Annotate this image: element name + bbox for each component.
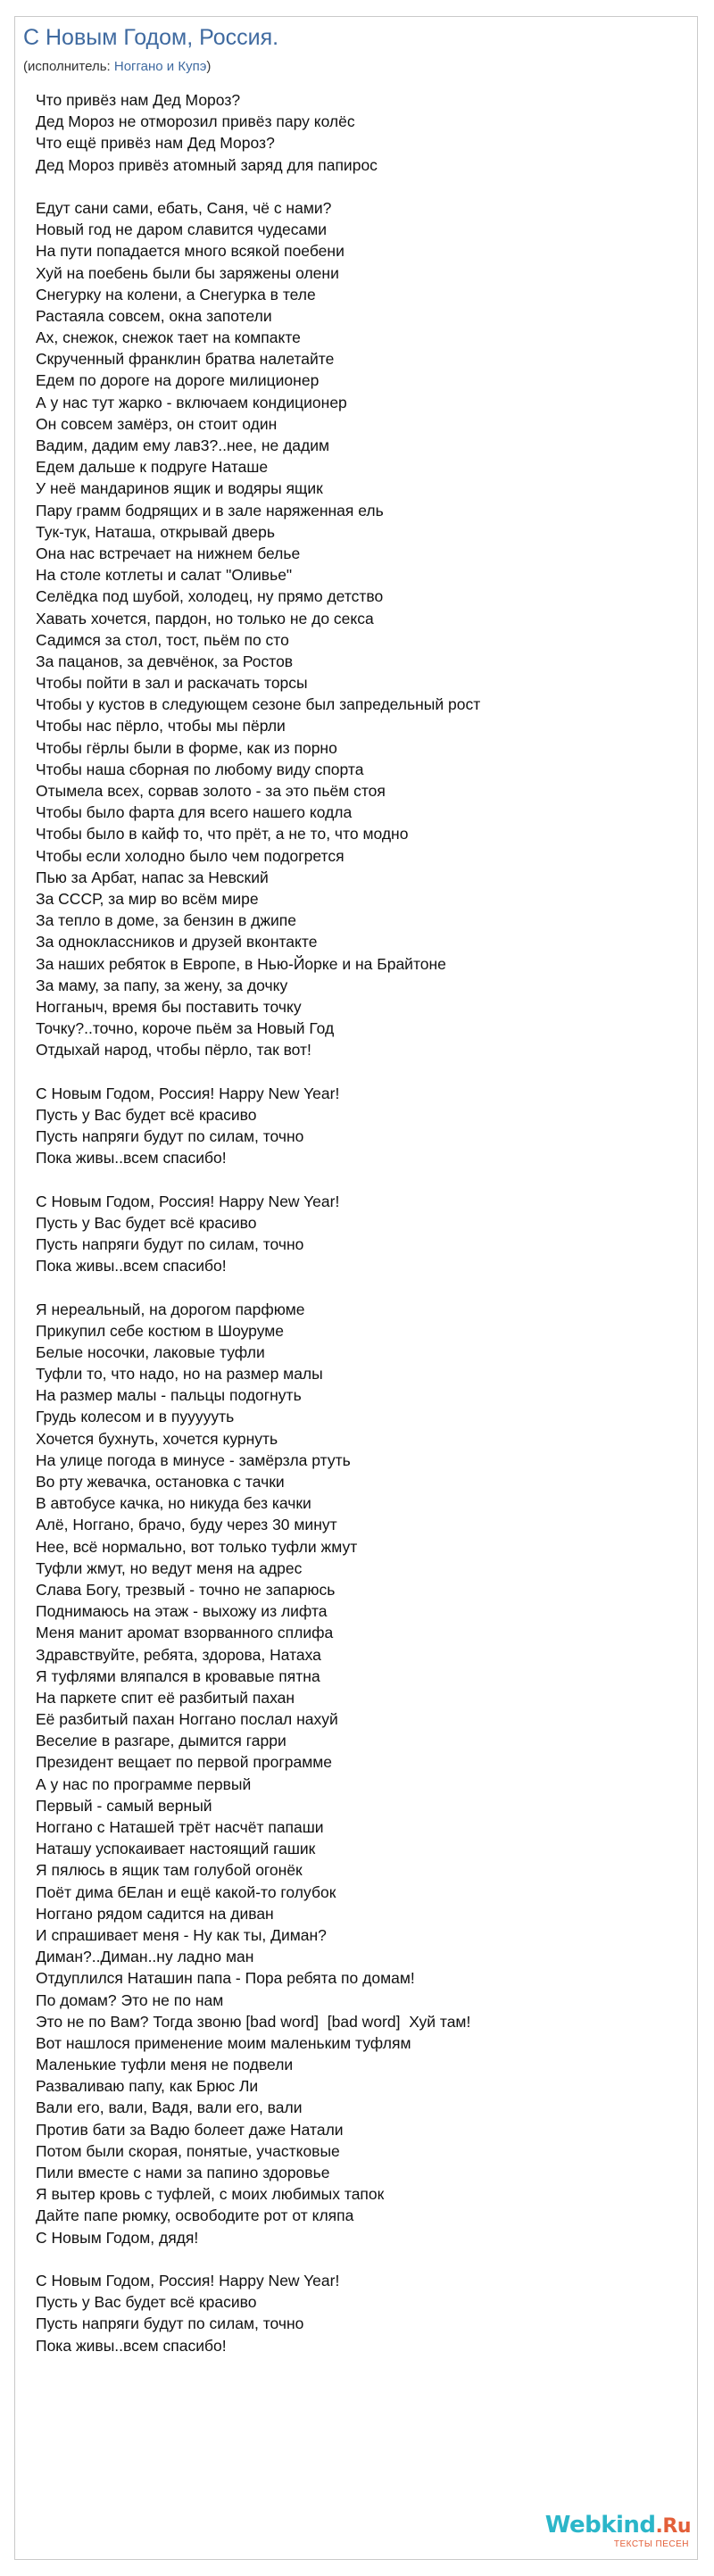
lyric-line: Меня манит аромат взорванного сплифа [36, 1624, 334, 1642]
lyric-line: Отымела всех, сорвав золото - за это пьём стоя [36, 782, 386, 800]
stanza-break [36, 176, 678, 197]
lyric-line: А у нас тут жарко - включаем кондиционер [36, 393, 347, 411]
lyric-line: Точку?..точно, короче пьём за Новый Год [36, 1019, 335, 1038]
lyric-line: С Новым Годом, Россия! Happy New Year! [36, 1084, 340, 1102]
lyric-line: Потом были скорая, понятые, участковые [36, 2141, 340, 2160]
lyric-line: С Новым Годом, Россия! Happy New Year! [36, 2271, 340, 2289]
lyric-line: Дед Мороз не отморозил привёз пару колёс [36, 112, 355, 131]
lyric-line: Снегурку на колени, а Снегурка в теле [36, 285, 316, 303]
lyric-line: За пацанов, за девчёнок, за Ростов [36, 652, 294, 670]
lyric-line: На улице погода в минусе - замёрзла ртуть [36, 1450, 351, 1469]
lyric-line: Чтобы было в кайф то, что прёт, а не то, что модно [36, 825, 409, 843]
lyric-line: Веселие в разгаре, дымится гарри [36, 1732, 286, 1750]
lyric-line: Дайте папе рюмку, освободите рот от кляпа [36, 2206, 354, 2225]
lyric-line: Грудь колесом и в пуууууть [36, 1408, 235, 1426]
lyric-line: Садимся за стол, тост, пьём по сто [36, 630, 289, 649]
lyric-line: Туфли то, что надо, но на размер малы [36, 1365, 323, 1384]
lyric-line: С Новым Годом, Россия! Happy New Year! [36, 1192, 340, 1210]
lyric-line: Хуй на поебень были бы заряжены олени [36, 263, 339, 282]
lyric-line: Вот нашлося применение моим маленьким туфлям [36, 2033, 411, 2052]
lyric-line: Отдуплился Наташин папа - Пора ребята по домам! [36, 1969, 415, 1988]
song-header [23, 21, 684, 77]
lyric-line: Это не по Вам? Тогда звоню [bad word] [bad word] Хуй там! [36, 2012, 471, 2031]
lyric-line: Пусть у Вас будет всё красиво [36, 1213, 257, 1232]
lyric-line: Хавать хочется, пардон, но только не до секса [36, 609, 374, 627]
lyric-line: Во рту жевачка, остановка с тачки [36, 1473, 285, 1491]
lyric-line: Ногганыч, время бы поставить точку [36, 997, 302, 1016]
lyric-line: Её разбитый пахан Ноггано послал нахуй [36, 1710, 338, 1729]
lyric-line: Едут сани сами, ебать, Саня, чё с нами? [36, 198, 332, 217]
lyric-line: На столе котлеты и салат "Оливье" [36, 566, 293, 585]
lyric-line: Чтобы нас пёрло, чтобы мы пёрли [36, 717, 286, 735]
lyric-line: Диман?..Диман..ну ладно ман [36, 1948, 254, 1966]
lyric-line: Пью за Арбат, напас за Невский [36, 868, 269, 886]
logo-tagline: ТЕКСТЫ ПЕСЕН [613, 2539, 689, 2549]
lyric-line: Тук-тук, Наташа, открывай дверь [36, 522, 276, 541]
lyric-line: Селёдка под шубой, холодец, ну прямо детство [36, 587, 384, 606]
lyric-line: Чтобы пойти в зал и раскачать торсы [36, 674, 308, 693]
lyric-line: Нее, всё нормально, вот только туфли жмут [36, 1537, 358, 1556]
lyric-line: Наташу успокаивает настоящий гашик [36, 1840, 316, 1858]
lyric-line: Я вытер кровь с туфлей, с моих любимых тапок [36, 2185, 385, 2204]
lyric-line: За тепло в доме, за бензин в джипе [36, 911, 297, 930]
lyric-line: Пусть напряги будут по силам, точно [36, 1234, 304, 1253]
lyric-line: Едем дальше к подруге Наташе [36, 458, 269, 477]
lyric-line: Чтобы было фарта для всего нашего кодла [36, 803, 353, 822]
stanza-break [36, 1168, 678, 1190]
lyric-line: Пусть у Вас будет всё красиво [36, 1105, 257, 1124]
logo-tld: .Ru [655, 2515, 691, 2538]
lyric-line: На размер малы - пальцы подогнуть [36, 1386, 302, 1405]
lyric-line: Пока живы..всем спасибо! [36, 2336, 227, 2355]
lyric-line: Чтобы у кустов в следующем сезоне был запредельный рост [36, 695, 481, 714]
lyric-line: Пока живы..всем спасибо! [36, 1257, 227, 1276]
lyric-line: Поёт дима бЕлан и ещё какой-то голубок [36, 1882, 336, 1901]
lyric-line: Хочется бухнуть, хочется курнуть [36, 1429, 278, 1448]
artist-link[interactable]: Ноггано и Купэ [113, 59, 207, 74]
lyric-line: Пили вместе с нами за папино здоровье [36, 2164, 330, 2181]
lyric-line: Туфли жмут, но ведут меня на адрес [36, 1558, 303, 1577]
lyric-line: Прикупил себе костюм в Шоуруме [36, 1321, 285, 1340]
lyric-line: На паркете спит её разбитый пахан [36, 1688, 295, 1707]
lyrics-text [36, 89, 678, 2356]
lyric-line: Ноггано рядом садится на диван [36, 1904, 274, 1923]
artist-prefix: (исполнитель: [23, 59, 114, 74]
lyric-line: За наших ребяток в Европе, в Нью-Йорке и на Брайтоне [36, 954, 446, 973]
lyric-line: Новый год не даром славится чудесами [36, 220, 328, 239]
lyric-line: Отдыхай народ, чтобы пёрло, так вот! [36, 1041, 311, 1059]
lyric-line: Пусть напряги будут по силам, точно [36, 2314, 304, 2333]
lyric-line: За одноклассников и друзей вконтакте [36, 933, 318, 951]
stanza-break [36, 2248, 678, 2270]
lyric-line: Дед Мороз привёз атомный заряд для папирос [36, 155, 378, 174]
logo-name: Webkind [544, 2512, 656, 2539]
lyric-line: Она нас встречает на нижнем белье [36, 544, 301, 562]
lyric-line: Я туфлями вляпался в кровавые пятна [36, 1666, 320, 1685]
lyric-line: А у нас по программе первый [36, 1774, 252, 1793]
lyric-line: Вали его, вали, Вадя, вали его, вали [36, 2098, 303, 2117]
lyric-line: Против бати за Вадю болеет даже Натали [36, 2120, 344, 2139]
lyric-line: Разваливаю папу, как Брюс Ли [36, 2077, 259, 2096]
stanza-break [36, 1276, 678, 1298]
lyric-line: Ноггано с Наташей трёт насчёт папаши [36, 1818, 324, 1836]
lyric-line: У неё мандаринов ящик и водяры ящик [36, 479, 323, 498]
lyric-line: Вадим, дадим ему лав3?..нее, не дадим [36, 436, 330, 454]
lyric-line: Поднимаюсь на этаж - выхожу из лифта [36, 1602, 328, 1621]
stanza-break [36, 1060, 678, 1082]
lyric-line: Президент вещает по первой программе [36, 1753, 333, 1772]
lyric-line: Он совсем замёрз, он стоит один [36, 414, 278, 433]
lyric-line: Едем по дороге на дороге милиционер [36, 371, 320, 390]
lyric-line: Чтобы если холодно было чем подогрется [36, 846, 345, 865]
lyric-line: Пусть напряги будут по силам, точно [36, 1127, 304, 1145]
artist-suffix: ) [206, 59, 212, 74]
lyric-line: Первый - самый верный [36, 1796, 212, 1815]
lyric-line: На пути попадается много всякой поебени [36, 242, 345, 261]
lyric-line: Чтобы гёрлы были в форме, как из порно [36, 738, 337, 757]
site-logo[interactable] [545, 2513, 691, 2550]
page-title: С Новым Годом, Россия. [23, 25, 279, 50]
lyric-line: За маму, за папу, за жену, за дочку [36, 976, 288, 994]
lyric-line: Ах, снежок, снежок тает на компакте [36, 328, 301, 347]
lyric-line: В автобусе качка, но никуда без качки [36, 1494, 311, 1513]
lyric-line: Пару грамм бодрящих и в зале наряженная ель [36, 501, 384, 519]
lyric-line: Алё, Ноггано, брачо, буду через 30 минут [36, 1516, 337, 1534]
lyric-line: Маленькие туфли меня не подвели [36, 2056, 294, 2074]
lyric-line: Что привёз нам Дед Мороз? [36, 91, 241, 109]
lyric-line: За СССР, за мир во всём мире [36, 889, 259, 908]
lyric-line: Здравствуйте, ребята, здорова, Натаха [36, 1645, 321, 1664]
lyric-line: По домам? Это не по нам [36, 1990, 224, 2009]
lyric-line: Что ещё привёз нам Дед Мороз? [36, 134, 275, 153]
lyric-line: Скрученный франклин братва налетайте [36, 350, 335, 369]
lyric-line: Я пялюсь в ящик там голубой огонёк [36, 1861, 303, 1880]
lyric-line: Слава Богу, трезвый - точно не запарюсь [36, 1580, 336, 1599]
logo-wordmark [545, 2513, 691, 2539]
lyric-line: Растаяла совсем, окна запотели [36, 306, 272, 325]
lyric-line: Пусть у Вас будет всё красиво [36, 2293, 257, 2312]
lyric-line: Пока живы..всем спасибо! [36, 1149, 227, 1168]
lyric-line: И спрашивает меня - Ну как ты, Диман? [36, 1925, 327, 1944]
lyric-line: Белые носочки, лаковые туфли [36, 1342, 265, 1361]
artist-line [23, 57, 684, 77]
lyric-line: Чтобы наша сборная по любому виду спорта [36, 760, 364, 778]
lyric-line: Я нереальный, на дорогом парфюме [36, 1300, 305, 1318]
lyric-line: С Новым Годом, дядя! [36, 2228, 199, 2247]
